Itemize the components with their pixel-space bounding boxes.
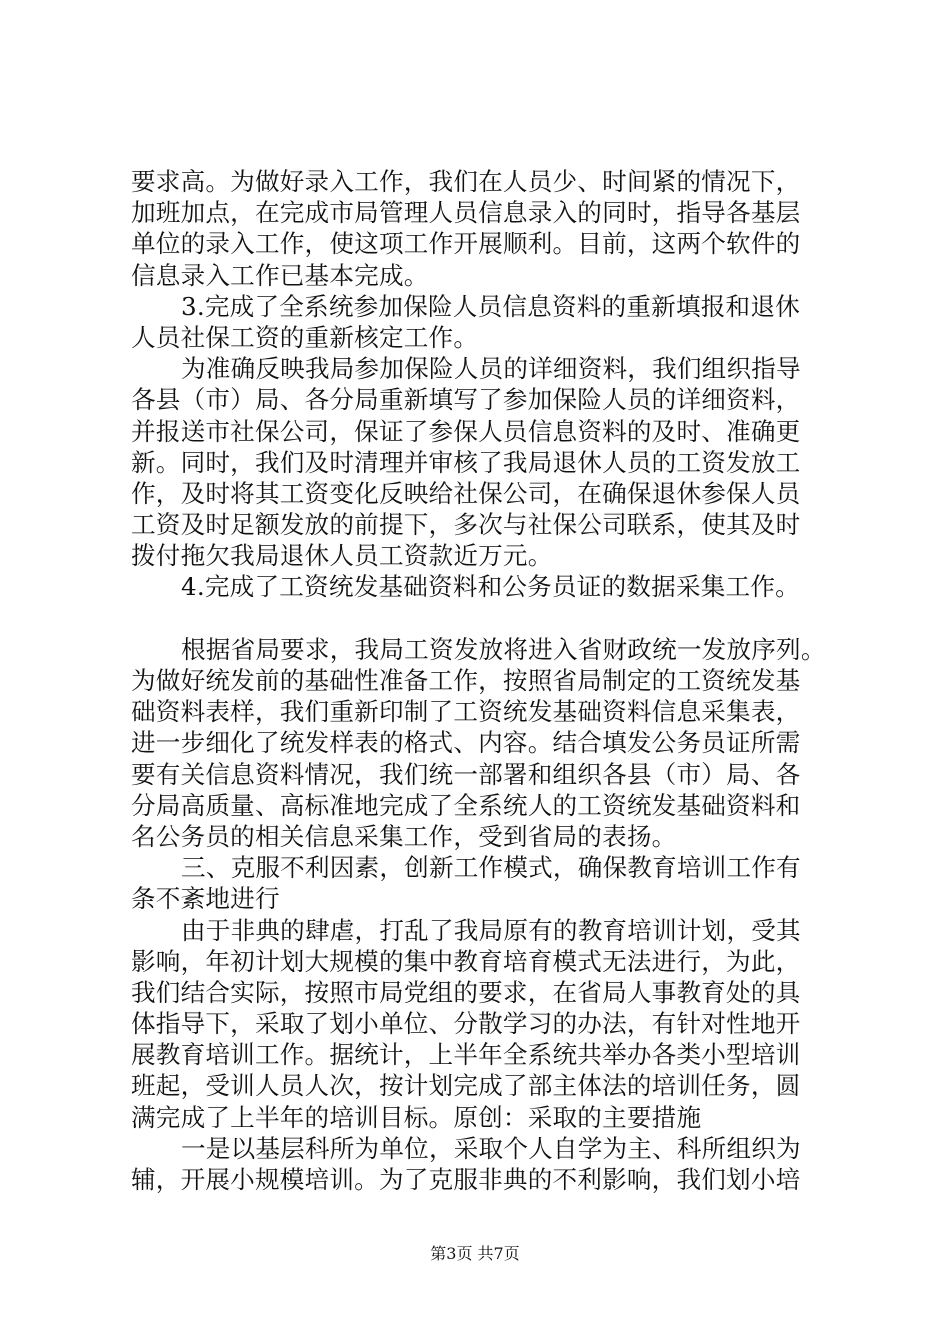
text-line: 作，及时将其工资变化反映给社保公司，在确保退休参保人员 — [131, 478, 801, 508]
text-line: 一是以基层科所为单位，采取个人自学为主、科所组织为 — [181, 1133, 801, 1163]
text-line: 名公务员的相关信息采集工作，受到省局的表扬。 — [131, 821, 677, 851]
text-line: 础资料表样，我们重新印制了工资统发基础资料信息采集表， — [131, 697, 801, 727]
text-line: 影响，年初计划大规模的集中教育培育模式无法进行，为此， — [131, 946, 801, 976]
text-line: 信息录入工作已基本完成。 — [131, 260, 429, 290]
text-line: 条不紊地进行 — [131, 884, 280, 914]
text-line: 加班加点，在完成市局管理人员信息录入的同时，指导各基层 — [131, 198, 801, 228]
page-footer: 第3页 共7页 — [430, 1244, 520, 1263]
document-body — [131, 166, 831, 1195]
text-line: 进一步细化了统发样表的格式、内容。结合填发公务员证所需 — [131, 728, 801, 758]
text-line: 要有关信息资料情况，我们统一部署和组织各县（市）局、各 — [131, 759, 801, 789]
paragraph-gap — [131, 603, 831, 634]
text-line: 4.完成了工资统发基础资料和公务员证的数据采集工作。 — [181, 572, 800, 602]
text-line: 满完成了上半年的培训目标。原创：采取的主要措施 — [131, 1102, 702, 1132]
text-line: 新。同时，我们及时清理并审核了我局退休人员的工资发放工 — [131, 447, 801, 477]
text-line: 人员社保工资的重新核定工作。 — [131, 322, 479, 352]
text-line: 工资及时足额发放的前提下，多次与社保公司联系，使其及时 — [131, 510, 801, 540]
text-line: 拨付拖欠我局退休人员工资款近万元。 — [131, 541, 553, 571]
text-line: 并报送市社保公司，保证了参保人员信息资料的及时、准确更 — [131, 416, 801, 446]
text-line: 三、克服不利因素，创新工作模式，确保教育培训工作有 — [181, 853, 801, 883]
text-line: 为准确反映我局参加保险人员的详细资料，我们组织指导 — [181, 354, 801, 384]
text-line: 单位的录入工作，使这项工作开展顺利。目前，这两个软件的 — [131, 229, 801, 259]
text-line: 3.完成了全系统参加保险人员信息资料的重新填报和退休 — [181, 291, 800, 321]
text-line: 班起，受训人员人次，按计划完成了部主体法的培训任务，圆 — [131, 1071, 801, 1101]
text-line: 辅，开展小规模培训。为了克服非典的不利影响，我们划小培 — [131, 1165, 801, 1194]
text-line: 要求高。为做好录入工作，我们在人员少、时间紧的情况下， — [131, 167, 801, 196]
text-line: 展教育培训工作。据统计，上半年全系统共举办各类小型培训 — [131, 1040, 801, 1070]
text-line: 根据省局要求，我局工资发放将进入省财政统一发放序列。 — [181, 634, 826, 664]
text-line: 各县（市）局、各分局重新填写了参加保险人员的详细资料， — [131, 385, 801, 415]
text-line: 为做好统发前的基础性准备工作，按照省局制定的工资统发基 — [131, 666, 801, 695]
text-line: 我们结合实际，按照市局党组的要求，在省局人事教育处的具 — [131, 977, 801, 1007]
text-line: 体指导下，采取了划小单位、分散学习的办法，有针对性地开 — [131, 1009, 801, 1039]
text-line: 由于非典的肆虐，打乱了我局原有的教育培训计划，受其 — [181, 915, 801, 945]
text-line: 分局高质量、高标准地完成了全系统人的工资统发基础资料和 — [131, 790, 801, 820]
